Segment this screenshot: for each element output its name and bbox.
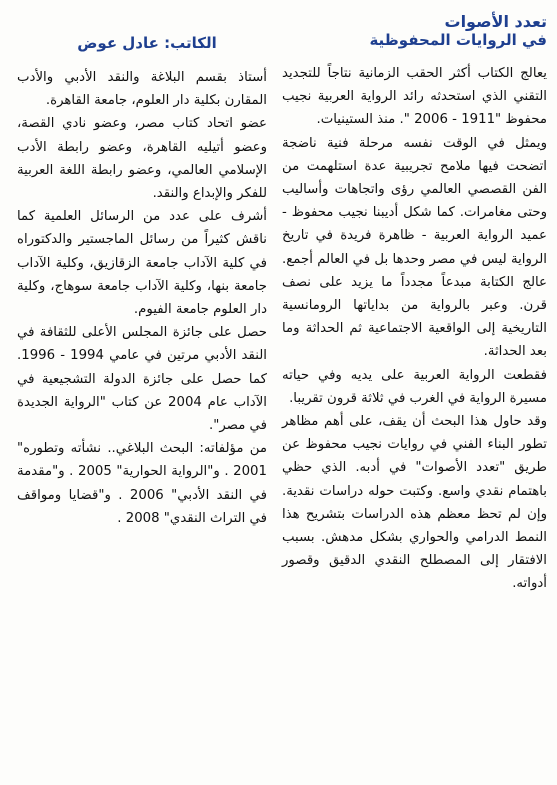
article-column-left (17, 0, 267, 785)
author-label: الكاتب: عادل عوض (77, 34, 217, 52)
author-bio (17, 66, 267, 530)
article-body-right (282, 62, 547, 596)
paragraph: يعالج الكتاب أكثر الحقب الزمانية نتاجاً للتجديد التقني الذي استحدثه رائد الرواية العربية نجيب محفوظ "1911 - 2006 ". منذ الستينيات. (282, 66, 547, 128)
bio-paragraph: أستاذ بقسم البلاغة والنقد الأدبي والأدب المقارن بكلية دار العلوم، جامعة القاهرة. (17, 70, 267, 109)
article-title (282, 12, 547, 50)
bio-paragraph: أشرف على عدد من الرسائل العلمية كما ناقش كثيراً من رسائل الماجستير والدكتوراه في كلية الآداب جامعة الزقازيق، وكلية الآداب جامعة بنها، وكلية الآداب جامعة سوهاج، وكلية دار العلوم جامعة الفيوم. (17, 209, 267, 318)
title-line-1: تعدد الأصوات (444, 12, 547, 31)
article-column-right (282, 0, 547, 785)
bio-paragraph: عضو اتحاد كتاب مصر، وعضو نادي القصة، وعضو أتيليه القاهرة، وعضو رابطة الأدب الإسلامي العالمي، وعضو رابطة اللغة العربية للفكر والإبداع والنقد. (17, 116, 267, 202)
paragraph: ويمثل في الوقت نفسه مرحلة فنية ناضجة اتضحت فيها ملامح تجريبية عدة استلهمت من الفن القصصي العالمي رؤى واتجاهات وأساليب وحتى مغامرات. كما شكل أديبنا نجيب محفوظ - عميد الرواية العربية - ظاهرة فريدة في تاريخ الرواية ليس في مصر وحدها بل في العالم أجمع. عالج الكتابة مبدعاً مجدداً ما يزيد على نصف قرن. وعبر بالرواية من بداياتها الرومانسية التاريخية إلى الواقعية الاجتماعية ثم الحداثة وما بعد الحداثة. (282, 135, 547, 360)
title-line-2: في الروايات المحفوظية (369, 31, 547, 49)
bio-paragraph: من مؤلفاته: البحث البلاغي.. نشأته وتطوره" 2001 . و"الرواية الحوارية" 2005 . و"مقدمة في النقد الأدبي" 2006 . و"قضايا ومواقف في التراث النقدي" 2008 . (17, 441, 267, 526)
paragraph: وقد حاول هذا البحث أن يقف، على أهم مظاهر تطور البناء الفني في روايات نجيب محفوظ عن طريق "تعدد الأصوات" في أدبه. الذي حظي باهتمام نقدي واسع. وكتبت حوله دراسات نقدية. وإن لم تحظ معظم هذه الدراسات بتشريح هذا النمط الدرامي والحواري بشكل مدهش. بسبب الافتقار إلى المصطلح النقدي الدقيق وقصور أدواته. (282, 414, 547, 592)
paragraph: فقطعت الرواية العربية على يديه وفي حياته مسيرة الرواية في الغرب في ثلاثة قرون تقريبا. (282, 367, 547, 406)
bio-paragraph: حصل على جائزة المجلس الأعلى للثقافة في النقد الأدبي مرتين في عامي 1994 - 1996. كما حصل على جائزة الدولة التشجيعية في الآداب عام 2004 عن كتاب "الرواية الجديدة في مصر". (17, 325, 267, 434)
